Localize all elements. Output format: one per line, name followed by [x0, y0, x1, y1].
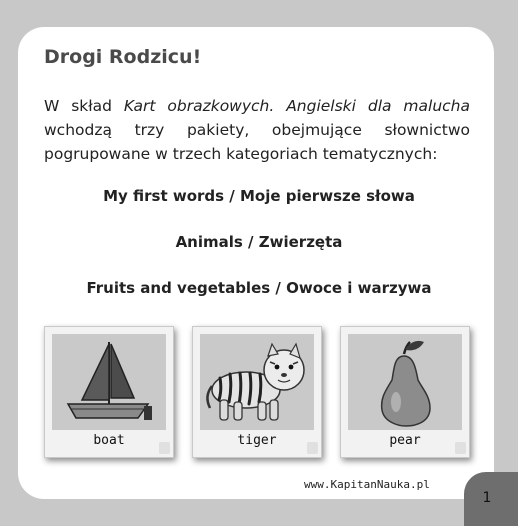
intro-rest: wchodzą trzy pakiety, obejmujące słownictwo pogrupowane w trzech kategoriach tematycznych:	[44, 121, 470, 163]
website-url: www.KapitanNauka.pl	[304, 478, 430, 491]
card-corner-mark	[307, 442, 318, 454]
tiger-icon	[200, 334, 314, 430]
intro-lead: W skład	[44, 97, 124, 115]
pack-title-fruits-vegetables: Fruits and vegetables / Owoce i warzywa	[86, 279, 432, 297]
card-word: boat	[93, 433, 125, 448]
card-word: tiger	[237, 433, 277, 448]
pear-icon	[348, 334, 462, 430]
flashcard-boat	[44, 326, 174, 458]
sailboat-icon	[52, 334, 166, 430]
product-title: Kart obrazkowych. Angielski dla malucha	[123, 97, 470, 115]
page-heading: Drogi Rodzicu!	[44, 46, 202, 68]
flashcard-pear	[340, 326, 470, 458]
flashcard-tiger	[192, 326, 322, 458]
card-word: pear	[389, 433, 421, 448]
card-corner-mark	[159, 442, 170, 454]
page-number-tab	[464, 472, 518, 526]
pack-title-first-words: My first words / Moje pierwsze słowa	[103, 187, 415, 205]
page-number: 1	[482, 490, 492, 506]
intro-paragraph	[44, 94, 470, 166]
pack-title-animals: Animals / Zwierzęta	[175, 233, 343, 251]
card-corner-mark	[455, 442, 466, 454]
